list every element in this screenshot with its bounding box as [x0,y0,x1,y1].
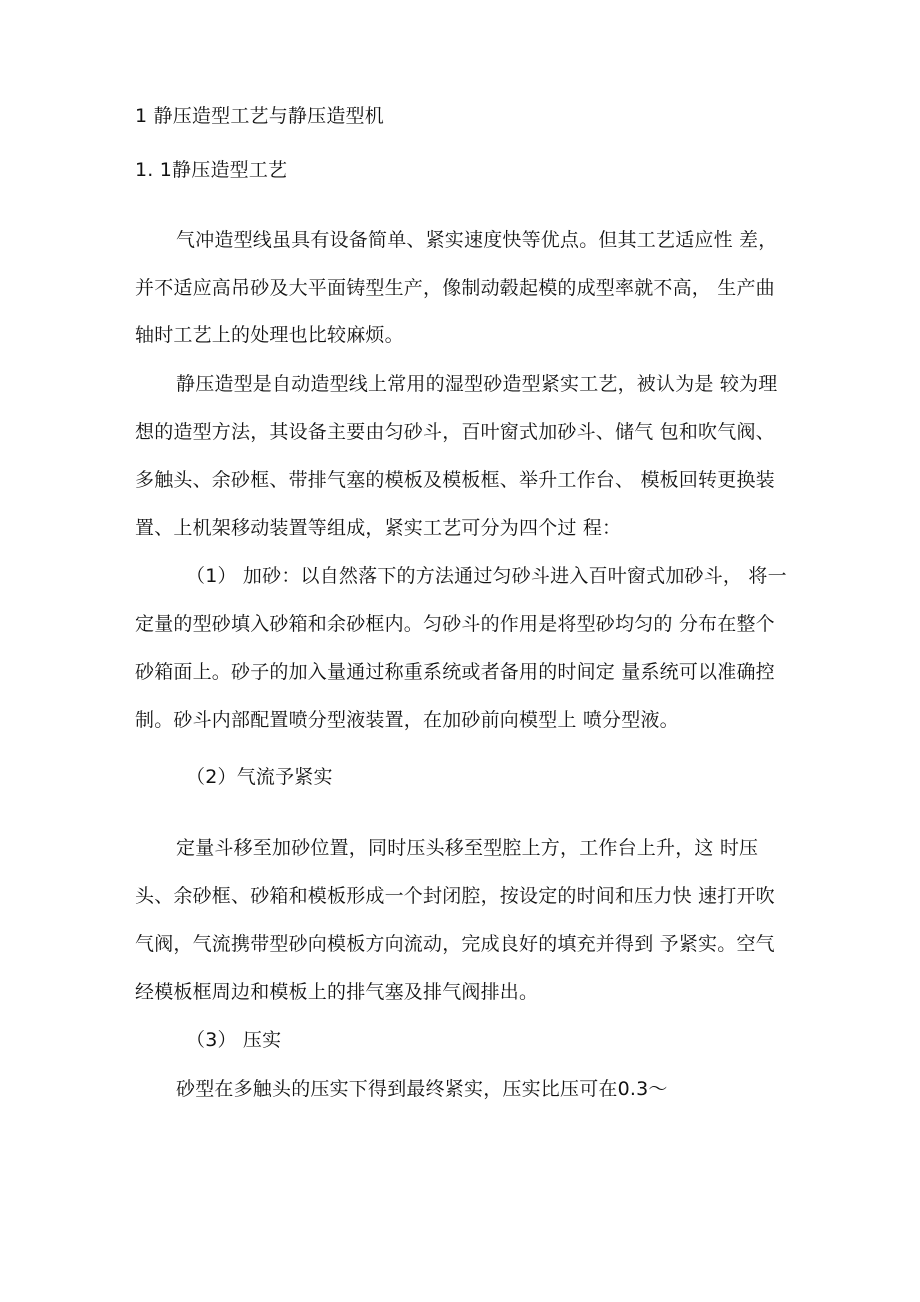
paragraph-line: 想的造型方法，其设备主要由匀砂斗，百叶窗式加砂斗、储气 包和吹气阀、 [135,421,775,443]
paragraph-line: 定量的型砂填入砂箱和余砂框内。匀砂斗的作用是将型砂均匀的 分布在整个 [135,613,775,635]
paragraph-line: 经模板框周边和模板上的排气塞及排气阀排出。 [135,981,539,1003]
paragraph-line: 轴时工艺上的处理也比较麻烦。 [135,324,404,346]
step-line: （1） 加砂：以自然落下的方法通过匀砂斗进入百叶窗式加砂斗， 将一 [186,565,787,587]
step-title: （2）气流予紧实 [186,766,333,788]
paragraph-line: 砂箱面上。砂子的加入量通过称重系统或者备用的时间定 量系统可以准确控 [135,661,775,683]
paragraph-line: 制。砂斗内部配置喷分型液装置，在加砂前向模型上 喷分型液。 [135,709,679,731]
paragraph-line: 静压造型是自动造型线上常用的湿型砂造型紧实工艺，被认为是 较为理 [176,373,778,395]
paragraph-line: 定量斗移至加砂位置，同时压头移至型腔上方，工作台上升，这 时压 [176,837,759,859]
paragraph-line: 多触头、余砂框、带排气塞的模板及模板框、举升工作台、 模板回转更换装 [135,469,775,491]
paragraph-line: 头、余砂框、砂箱和模板形成一个封闭腔，按设定的时间和压力快 速打开吹 [135,885,775,907]
step-title: （3） 压实 [186,1029,282,1051]
paragraph-line: 气冲造型线虽具有设备简单、紧实速度快等优点。但其工艺适应性 差， [176,229,778,251]
section-heading: 1 静压造型工艺与静压造型机 [135,105,384,127]
paragraph-line: 气阀，气流携带型砂向模板方向流动，完成良好的填充并得到 予紧实。空气 [135,933,775,955]
paragraph-line: 置、上机架移动装置等组成，紧实工艺可分为四个过 程： [135,517,622,539]
paragraph-line: 并不适应高吊砂及大平面铸型生产，像制动毂起模的成型率就不高， 生产曲 [135,277,775,299]
subsection-heading: 1. 1静压造型工艺 [135,159,288,181]
paragraph-line: 砂型在多触头的压实下得到最终紧实，压实比压可在0.3～ [176,1078,668,1100]
